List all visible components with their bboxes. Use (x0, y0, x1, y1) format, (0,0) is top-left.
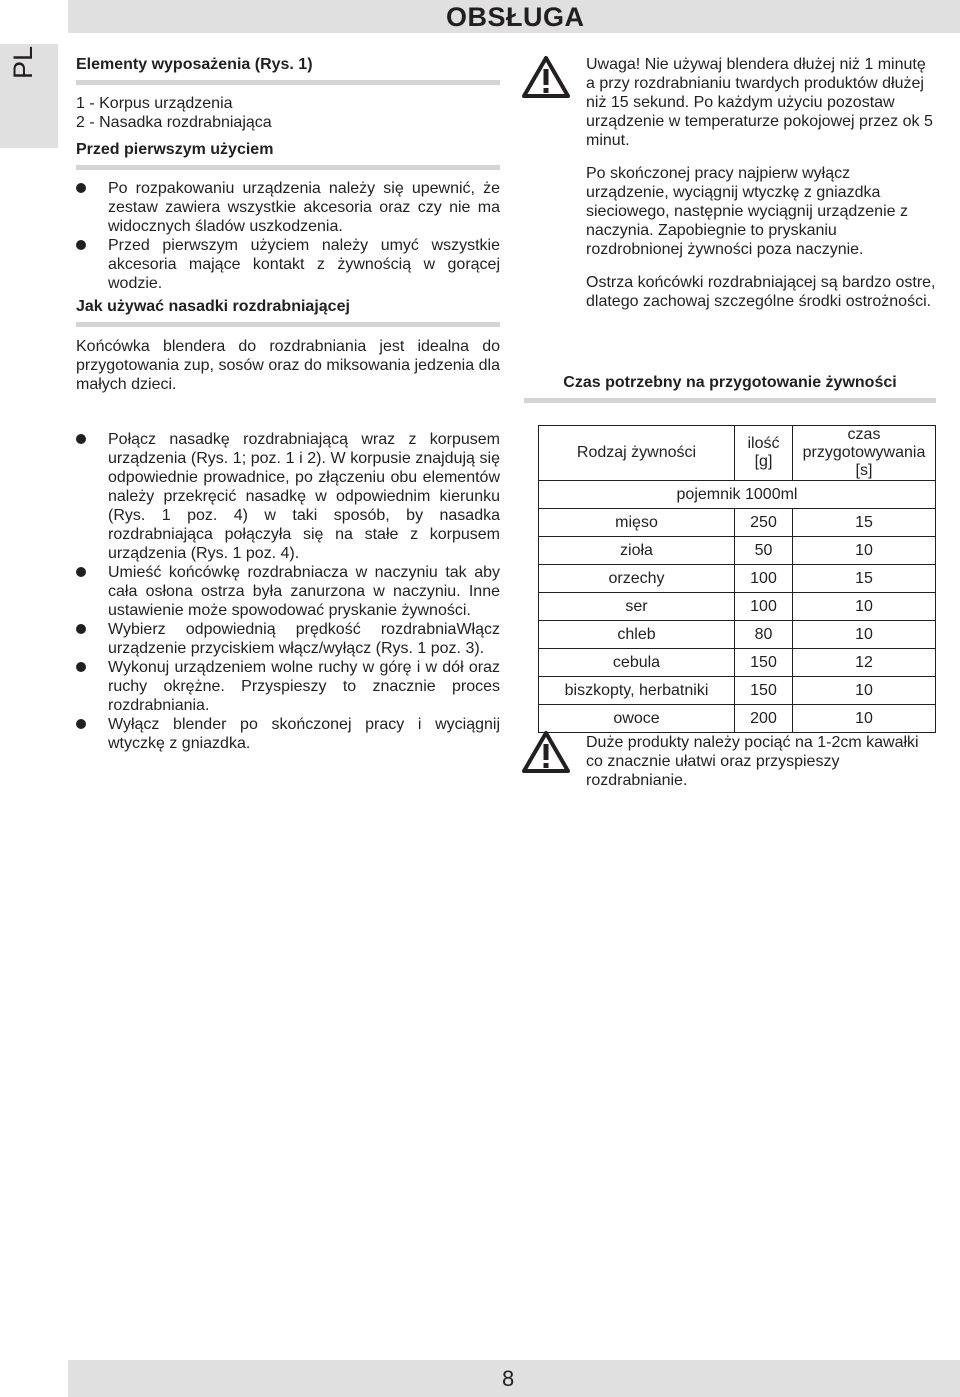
table-row (539, 481, 936, 509)
table-header-cell: Rodzaj żywności (539, 426, 735, 481)
table-cell: chleb (539, 621, 735, 649)
table-cell: pojemnik 1000ml (539, 481, 936, 509)
warning-text: Ostrza końcówki rozdrabniającej są bardzo ostre, dlatego zachowaj szczególne środki ostrożności. (586, 274, 936, 310)
table-row (539, 565, 936, 593)
list-item: Wyłącz blender po skończonej pracy i wyciągnij wtyczkę z gniazdka. (76, 715, 500, 753)
warning-text: Po skończonej pracy najpierw wyłącz urządzenie, wyciągnij wtyczkę z gniazdka sieciowego, następnie wyciągnij urządzenie z naczynia. Zapobiegnie to pryskaniu rozdrobnionej żywności poza naczynie. (586, 165, 908, 258)
heading-rule (524, 398, 936, 403)
table-cell: 15 (793, 509, 936, 537)
element-item-2: 2 - Nasadka rozdrabniająca (76, 114, 272, 131)
how-to-list (76, 430, 500, 753)
table-header-row (539, 426, 936, 481)
table-cell: 10 (793, 537, 936, 565)
table-row (539, 537, 936, 565)
table-cell: ser (539, 593, 735, 621)
element-item-1: 1 - Korpus urządzenia (76, 95, 233, 112)
table-cell: cebula (539, 649, 735, 677)
list-item: Wybierz odpowiednią prędkość rozdrabniaWłącz urządzenie przyciskiem włącz/wyłącz (Rys. 1 poz. 3). (76, 620, 500, 658)
time-heading: Czas potrzebny na przygotowanie żywności (563, 374, 897, 391)
heading-rule (76, 322, 500, 327)
how-to-intro: Końcówka blendera do rozdrabniania jest idealna do przygotowania zup, sosów oraz do miksowania jedzenia dla małych dzieci. (76, 338, 500, 393)
table-row (539, 509, 936, 537)
language-label: PL (8, 45, 38, 79)
table-cell: 50 (735, 537, 793, 565)
table-row (539, 621, 936, 649)
table-cell: 100 (735, 565, 793, 593)
table-row (539, 649, 936, 677)
table-header-cell: ilość [g] (735, 426, 793, 481)
table-cell: 12 (793, 649, 936, 677)
heading-rule (76, 165, 500, 170)
time-section (524, 373, 936, 403)
table-cell: 200 (735, 705, 793, 733)
table-cell: mięso (539, 509, 735, 537)
warning-icon (521, 55, 571, 99)
list-item: Wykonuj urządzeniem wolne ruchy w górę i w dół oraz ruchy okrężne. Przyspieszy to znacznie proces rozdrabniania. (76, 658, 500, 715)
left-column-bottom (76, 430, 500, 753)
table-row (539, 593, 936, 621)
table-row (539, 705, 936, 733)
table-cell: 10 (793, 593, 936, 621)
table-cell: 150 (735, 649, 793, 677)
warning-text: Duże produkty należy pociąć na 1-2cm kawałki co znacznie ułatwi oraz przyspieszy rozdrabnianie. (586, 734, 919, 789)
heading-rule (76, 80, 500, 85)
table-cell: 10 (793, 705, 936, 733)
list-item: Umieść końcówkę rozdrabniacza w naczyniu tak aby cała osłona ostrza była zanurzona w naczyniu. Inne ustawienie może spowodować pryskanie żywności. (76, 563, 500, 620)
list-item: Połącz nasadkę rozdrabniającą wraz z korpusem urządzenia (Rys. 1; poz. 1 i 2). W korpusie znajdują się odpowiednie prowadnice, po złączeniu obu elementów należy przekręcić nasadkę w odpowiednim kierunku (Rys. 1 poz. 4) w taki sposób, by nasadka rozdrabniająca połączyła się na stałe z korpusem urządzenia (Rys. 1 poz. 4). (76, 430, 500, 563)
table-cell: orzechy (539, 565, 735, 593)
table-row (539, 677, 936, 705)
elements-heading: Elementy wyposażenia (Rys. 1) (76, 56, 313, 73)
table-cell: 80 (735, 621, 793, 649)
table-cell: zioła (539, 537, 735, 565)
table-cell: 250 (735, 509, 793, 537)
table-cell: 10 (793, 677, 936, 705)
table-cell: biszkopty, herbatniki (539, 677, 735, 705)
page-title: OBSŁUGA (446, 2, 585, 32)
before-first-use-list (76, 179, 500, 293)
warning-block-2 (586, 733, 926, 790)
left-column-top (76, 55, 500, 394)
food-time-table (538, 425, 936, 733)
table-cell: 150 (735, 677, 793, 705)
table-cell: 100 (735, 593, 793, 621)
table-cell: owoce (539, 705, 735, 733)
before-first-use-heading: Przed pierwszym użyciem (76, 141, 274, 158)
warning-block-1 (586, 55, 936, 311)
how-to-heading: Jak używać nasadki rozdrabniającej (76, 298, 350, 315)
warning-icon (521, 730, 571, 774)
list-item: Przed pierwszym użyciem należy umyć wszystkie akcesoria mające kontakt z żywnością w gorącej wodzie. (76, 236, 500, 293)
list-item: Po rozpakowaniu urządzenia należy się upewnić, że zestaw zawiera wszystkie akcesoria oraz czy nie ma widocznych śladów uszkodzenia. (76, 179, 500, 236)
table-cell: 15 (793, 565, 936, 593)
table-cell: 10 (793, 621, 936, 649)
page-number: 8 (502, 1366, 515, 1391)
warning-text: Uwaga! Nie używaj blendera dłużej niż 1 minutę a przy rozdrabnianiu twardych produktów dłużej niż 15 sekund. Po każdym użyciu pozostaw urządzenie w temperaturze pokojowej przez ok 5 minut. (586, 56, 933, 149)
table-header-cell: czas przygotowywania [s] (793, 426, 936, 481)
